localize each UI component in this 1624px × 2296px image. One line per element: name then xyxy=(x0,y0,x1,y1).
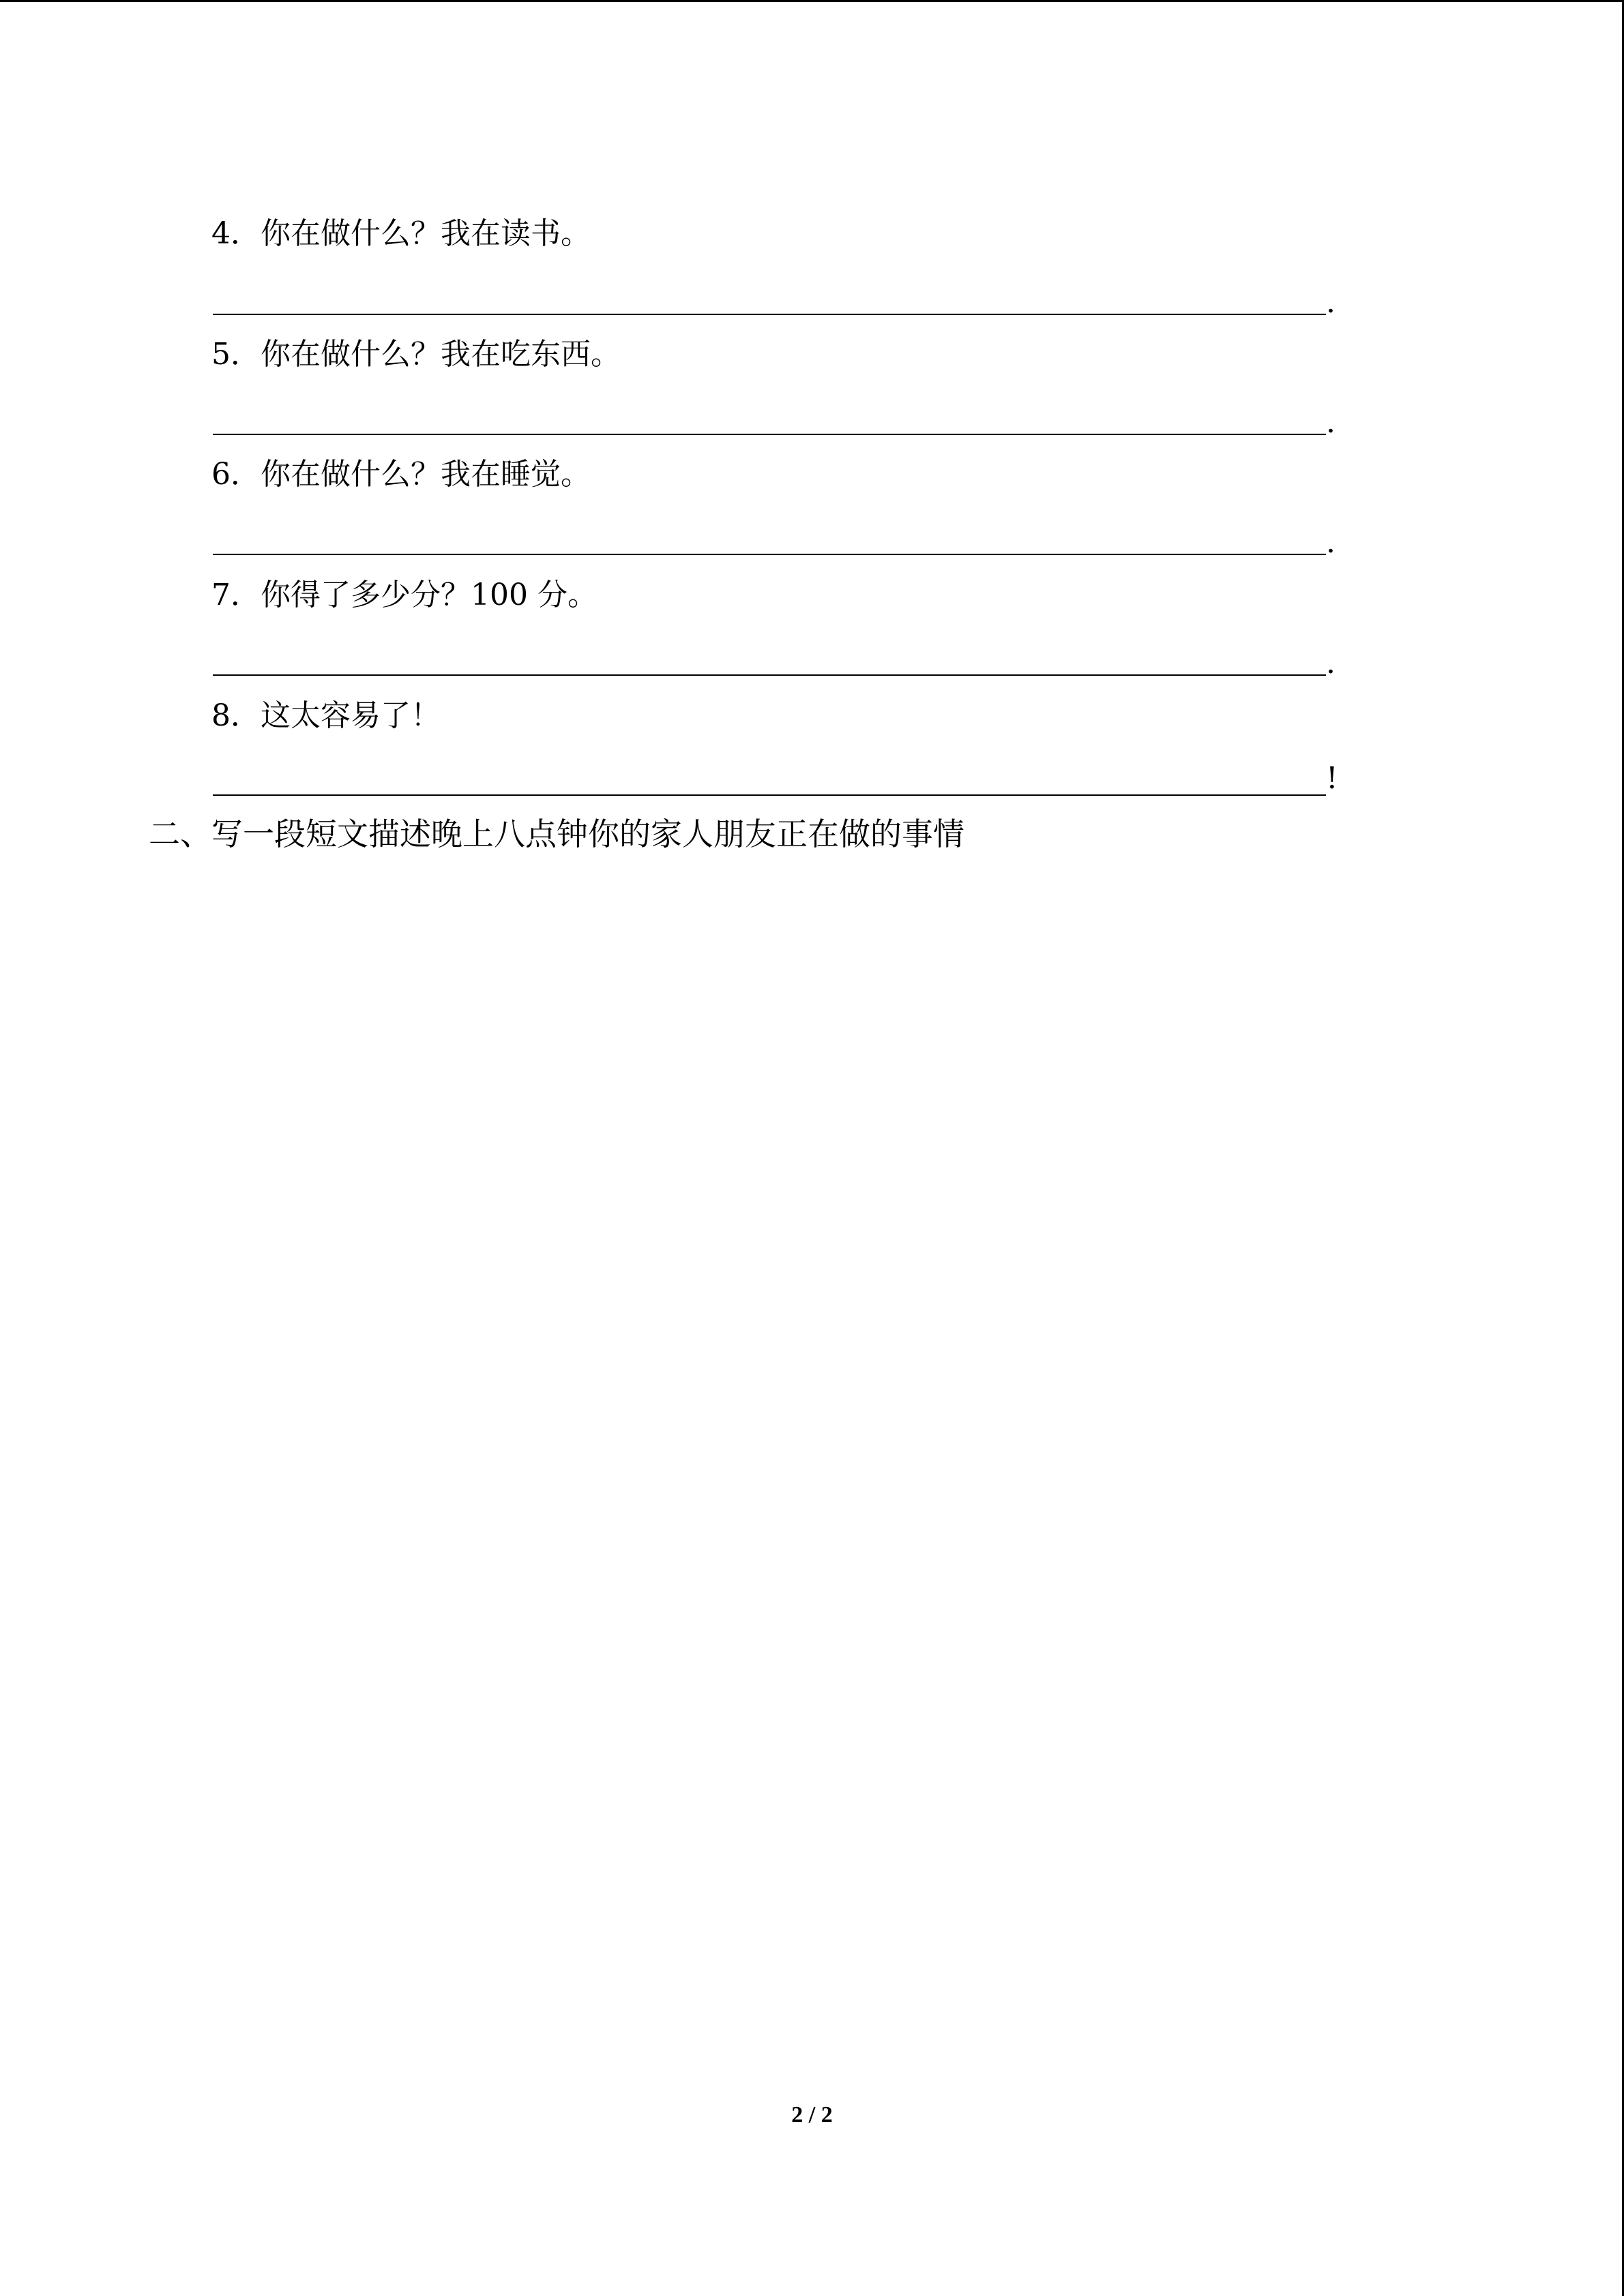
answer-line-5[interactable] xyxy=(213,434,1326,435)
answer-end-mark-6: . xyxy=(1326,525,1335,560)
question-5: 5．你在做什么？我在吃东西。 xyxy=(211,337,621,372)
question-6: 6．你在做什么？我在睡觉。 xyxy=(211,457,591,492)
answer-line-4[interactable] xyxy=(213,314,1326,315)
page-border-top xyxy=(0,0,1624,2)
page-number: 2 / 2 xyxy=(791,2102,833,2128)
answer-end-mark-5: . xyxy=(1326,405,1335,440)
answer-line-6[interactable] xyxy=(213,554,1326,555)
answer-end-mark-4: . xyxy=(1326,285,1335,320)
section-two-title: 二、写一段短文描述晚上八点钟你的家人朋友正在做的事情 xyxy=(149,816,964,852)
answer-end-mark-7: . xyxy=(1326,646,1335,681)
question-7: 7．你得了多少分？100 分。 xyxy=(211,578,597,612)
answer-line-8[interactable] xyxy=(213,794,1326,796)
question-4: 4．你在做什么？我在读书。 xyxy=(211,216,591,251)
answer-end-mark-8: ! xyxy=(1326,761,1338,796)
question-8: 8．这太容易了！ xyxy=(211,698,441,733)
answer-line-7[interactable] xyxy=(213,674,1326,676)
